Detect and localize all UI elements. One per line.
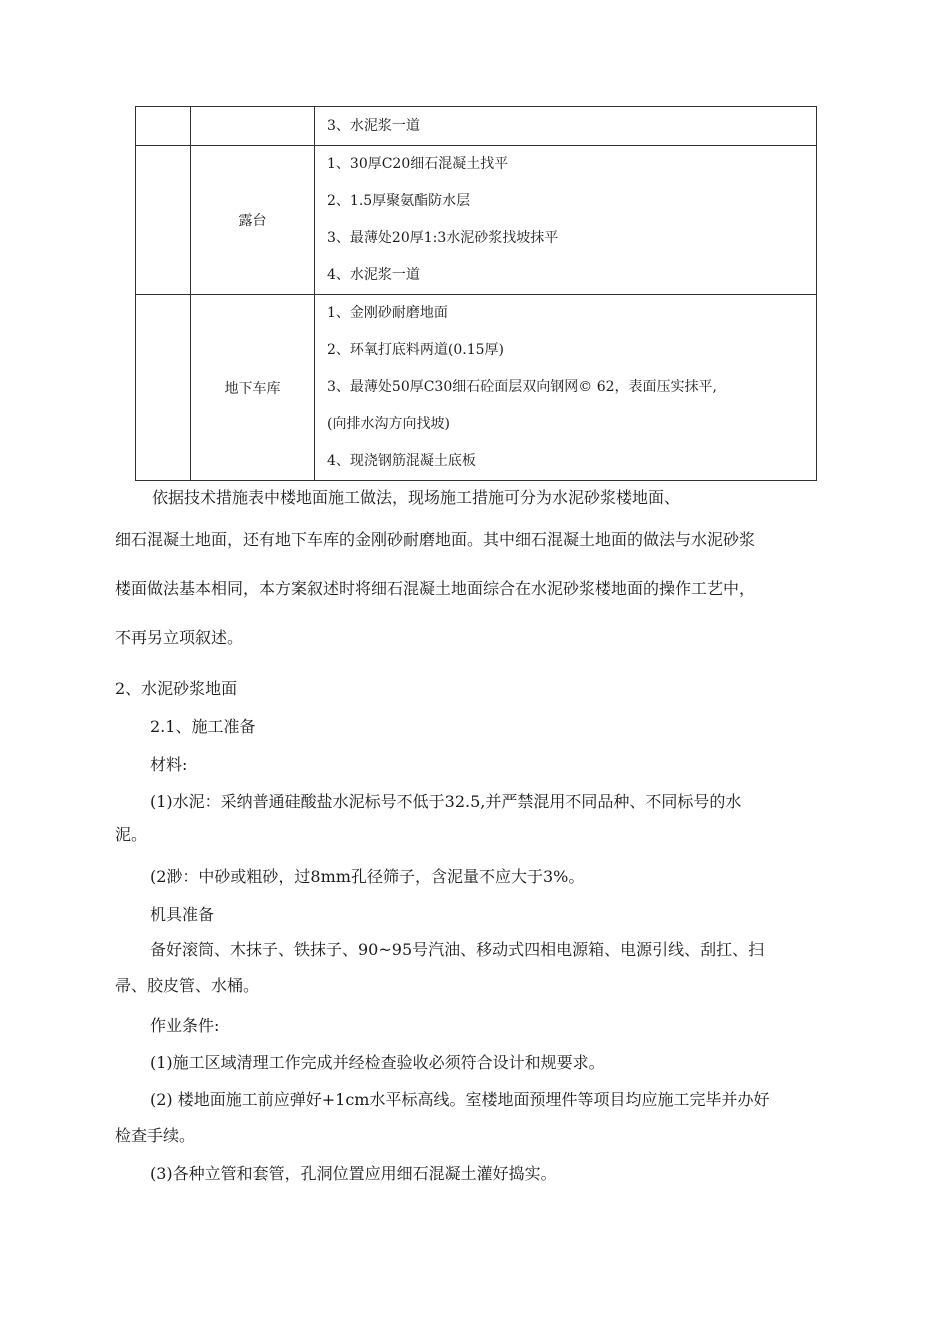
table-cell-method [315,107,817,146]
method-line: 3、最薄处20厚1:3水泥砂浆找坡抹平 [327,230,559,246]
intro-line-4: 不再另立项叙述。 [115,628,244,647]
subsection-heading: 2.1、施工准备 [150,717,256,736]
table-cell-method [315,146,817,295]
table-cell-blank [136,146,191,295]
tools-line-1: 备好滚筒、木抹子、铁抹子、90~95号汽油、移动式四相电源箱、电源引线、刮扛、扫 [150,940,765,959]
method-line: 4、水泥浆一道 [327,267,420,283]
method-line: 4、现浇钢筋混凝土底板 [327,453,476,469]
construction-spec-table [135,106,817,481]
sand-line: (2渺：中砂或粗砂，过8mm孔径筛子，含泥量不应大于3%。 [150,867,585,886]
method-line: 1、金刚砂耐磨地面 [327,305,448,321]
cement-line-2: 泥。 [115,825,148,844]
method-line: 3、水泥浆一道 [327,118,420,134]
method-line: 2、环氧打底料两道(0.15厚) [327,342,505,358]
table-cell-blank [136,295,191,481]
method-line: (向排水沟方向找坡) [327,416,450,432]
table-cell-location: 地下车库 [191,295,315,481]
table-row [136,107,817,146]
method-line: 1、30厚C20细石混凝土找平 [327,156,509,172]
intro-paragraph [115,515,845,662]
condition-3: (3)各种立管和套管，孔洞位置应用细石混凝土灌好捣实。 [150,1164,557,1183]
table-row [136,146,817,295]
table-cell-location: 露台 [191,146,315,295]
table-row [136,295,817,481]
condition-1: (1)施工区域清理工作完成并经检查验收必须符合设计和规要求。 [150,1053,605,1072]
materials-label: 材料: [150,755,188,774]
table-cell-blank [136,107,191,146]
method-line: 2、1.5厚聚氨酯防水层 [327,193,471,209]
cement-line-1: (1)水泥：采纳普通硅酸盐水泥标号不低于32.5,并严禁混用不同品种、不同标号的水 [150,792,742,811]
tools-line-2: 帚、胶皮管、水桶。 [115,976,260,995]
conditions-label: 作业条件: [150,1016,220,1035]
section-heading: 2、水泥砂浆地面 [115,679,238,698]
condition-2-line-1: (2) 楼地面施工前应弹好+1cm水平标高线。室楼地面预埋件等项目均应施工完毕并办好 [150,1090,770,1109]
intro-line-1: 依据技术措施表中楼地面施工做法，现场施工措施可分为水泥砂浆楼地面、 [152,488,681,507]
tools-label: 机具准备 [150,905,215,924]
table-cell-method [315,295,817,481]
condition-2-line-2: 检查手续。 [115,1126,196,1145]
intro-line-3: 楼面做法基本相同，本方案叙述时将细石混凝土地面综合在水泥砂浆楼地面的操作工艺中， [115,579,756,598]
method-line: 3、最薄处50厚C30细石砼面层双向钢网© 62，表面压实抹平, [327,379,717,395]
intro-line-2: 细石混凝土地面，还有地下车库的金刚砂耐磨地面。其中细石混凝土地面的做法与水泥砂浆 [115,530,756,549]
table-cell-location [191,107,315,146]
